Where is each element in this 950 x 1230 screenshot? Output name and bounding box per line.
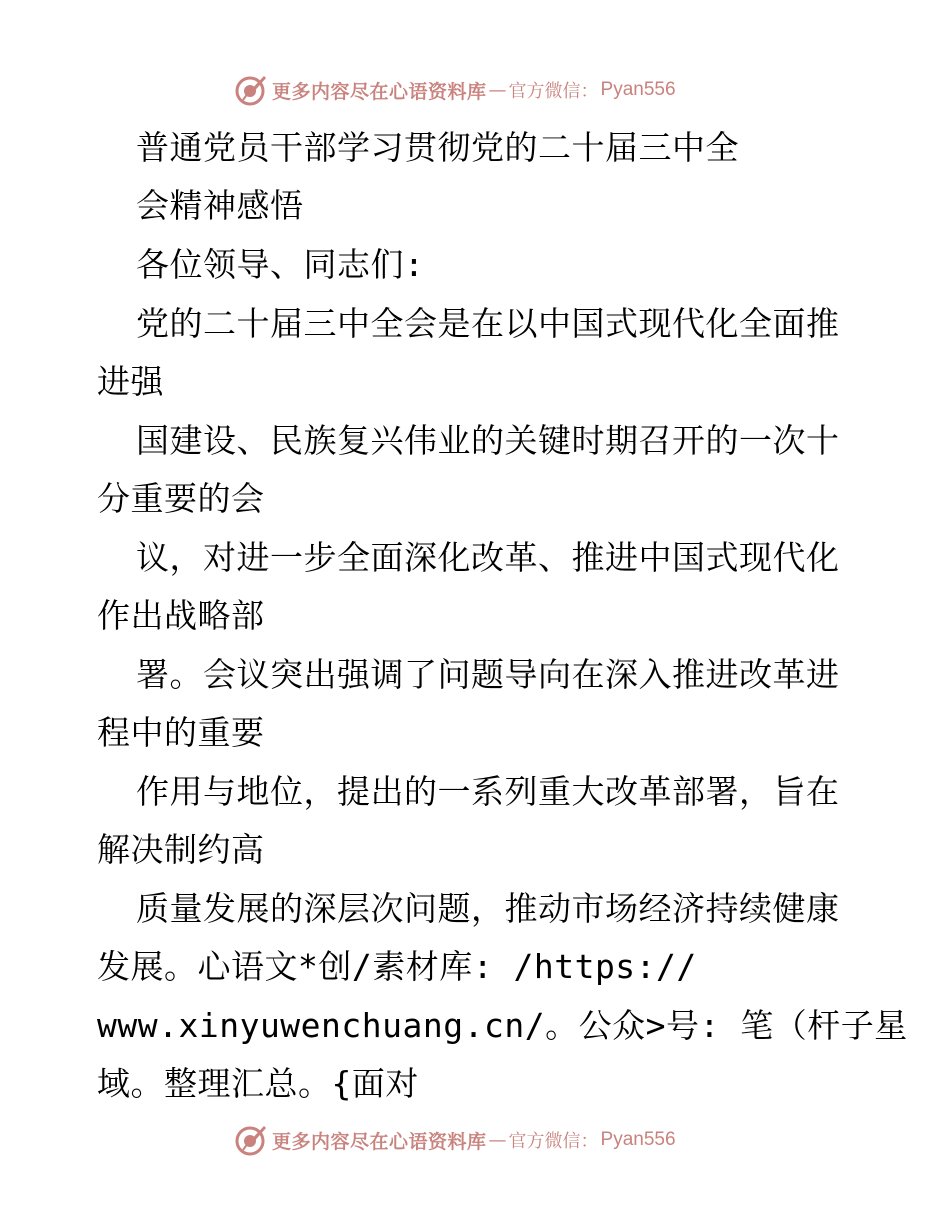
watermark-separator: — [488,79,507,101]
quill-logo-icon [234,73,268,107]
watermark-wechat-id: Pyan556 [600,1129,676,1150]
watermark-sub-text: 官方微信： [508,81,599,102]
header-watermark [234,72,676,108]
paragraph-line: 域。整理汇总。{面对 [97,1064,419,1103]
paragraph-line: 署。会议突出强调了问题导向在深入推进改革进 [136,655,840,694]
paragraph-line: 分重要的会 [97,479,265,518]
watermark-sub-text: 官方微信： [508,1131,599,1152]
quill-logo-icon [234,1123,268,1157]
document-title-line-1: 普通党员干部学习贯彻党的二十届三中全 [136,128,739,167]
document-title-line-2: 会精神感悟 [136,186,304,225]
footer-watermark [234,1122,676,1158]
paragraph-line: 质量发展的深层次问题，推动市场经济持续健康 [136,889,840,928]
paragraph-line: www.xinyuwenchuang.cn/。公众>号: 笔（杆子星 [97,1006,908,1045]
watermark-separator: — [488,1129,507,1151]
watermark-main-text: 更多内容尽在心语资料库 [272,80,487,103]
paragraph-line: 程中的重要 [97,713,265,752]
watermark-main-text: 更多内容尽在心语资料库 [272,1130,487,1153]
watermark-wechat-id: Pyan556 [600,79,676,100]
paragraph-line: 作用与地位，提出的一系列重大改革部署，旨在 [136,772,840,811]
paragraph-line: 议，对进一步全面深化改革、推进中国式现代化 [136,538,840,577]
greeting: 各位领导、同志们: [136,245,425,284]
paragraph-line: 发展。心语文*创/素材库: /https:// [97,947,697,986]
paragraph-line: 进强 [97,362,164,401]
paragraph-line: 党的二十届三中全会是在以中国式现代化全面推 [136,304,840,343]
paragraph-line: 作出战略部 [97,596,265,635]
paragraph-line: 国建设、民族复兴伟业的关键时期召开的一次十 [136,421,840,460]
paragraph-line: 解决制约高 [97,830,265,869]
